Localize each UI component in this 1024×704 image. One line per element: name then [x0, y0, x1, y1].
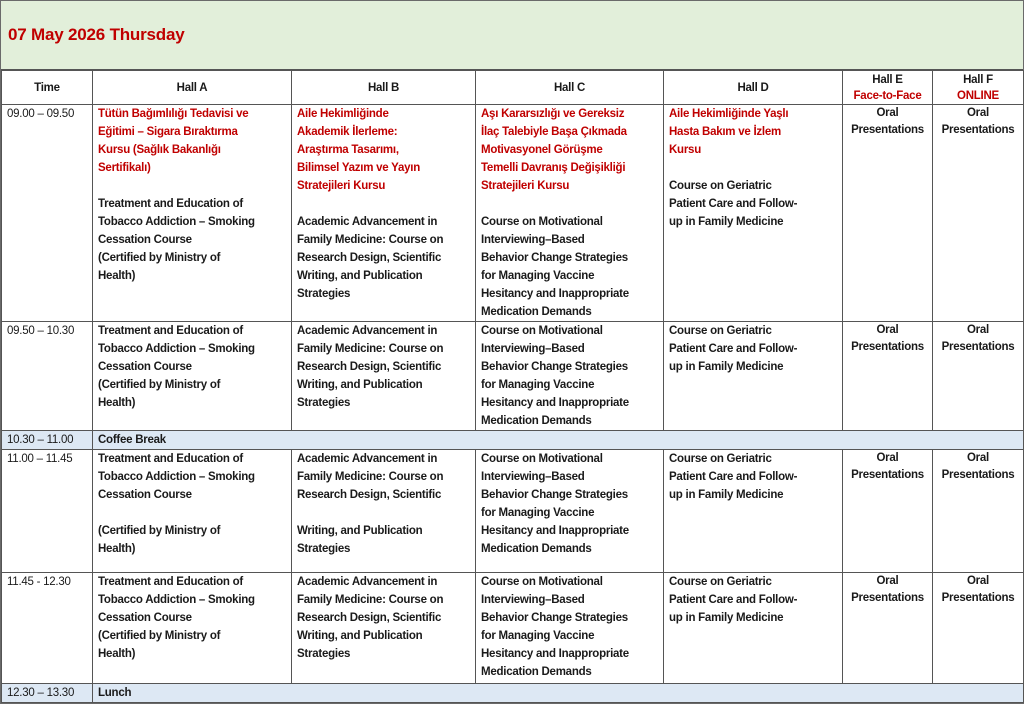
table-row — [2, 450, 1024, 573]
time-cell: 09.50 – 10.30 — [2, 322, 93, 431]
hall-f-cell: Oral Presentations — [933, 573, 1024, 684]
day-title: 07 May 2026 Thursday — [8, 25, 185, 44]
hall-f-cell: Oral Presentations — [933, 322, 1024, 431]
hall-a-cell — [93, 105, 292, 322]
header-time: Time — [2, 71, 93, 105]
hall-b-cell — [292, 105, 476, 322]
hall-b-cell: Academic Advancement in Family Medicine: Course on Research Design, Scientific Writing, and Publication Strategies — [292, 573, 476, 684]
break-label: Lunch — [93, 684, 1024, 703]
course-title-en: Academic Advancement in Family Medicine: Course on Research Design, Scientific Writing, and Publication Strategies — [297, 216, 444, 300]
time-cell: 10.30 – 11.00 — [2, 431, 93, 450]
time-cell: 11.00 – 11.45 — [2, 450, 93, 573]
hall-f-cell: Oral Presentations — [933, 450, 1024, 573]
hall-e-label: Hall E — [872, 73, 903, 86]
header-hall-f — [933, 71, 1024, 105]
hall-d-cell: Course on Geriatric Patient Care and Follow- up in Family Medicine — [664, 573, 843, 684]
hall-a-cell: Treatment and Education of Tobacco Addiction – Smoking Cessation Course (Certified by Ministry of Health) — [93, 322, 292, 431]
course-title-tr: Aşı Kararsızlığı ve Gereksiz İlaç Talebiyle Başa Çıkmada Motivasyonel Görüşme Temelli Davranış Değişikliği Stratejileri Kursu — [481, 108, 627, 192]
course-title-tr: Aile Hekimliğinde Yaşlı Hasta Bakım ve İzlem Kursu — [669, 108, 789, 156]
header-row — [2, 71, 1024, 105]
course-title-en: Course on Motivational Interviewing–Based Behavior Change Strategies for Managing Vaccine Hesitancy and Inappropriate Medication Demands — [481, 216, 629, 318]
time-cell: 09.00 – 09.50 — [2, 105, 93, 322]
hall-b-cell: Academic Advancement in Family Medicine: Course on Research Design, Scientific Writing, and Publication Strategies — [292, 450, 476, 573]
hall-e-cell: Oral Presentations — [843, 573, 933, 684]
course-title-tr: Tütün Bağımlılığı Tedavisi ve Eğitimi – Sigara Bıraktırma Kursu (Sağlık Bakanlığı Sertifikalı) — [98, 108, 249, 174]
table-row — [2, 573, 1024, 684]
hall-d-cell: Course on Geriatric Patient Care and Follow- up in Family Medicine — [664, 322, 843, 431]
hall-e-mode: Face-to-Face — [853, 89, 922, 102]
hall-e-cell: Oral Presentations — [843, 450, 933, 573]
header-hall-e — [843, 71, 933, 105]
hall-e-cell: Oral Presentations — [843, 105, 933, 322]
hall-d-cell — [664, 105, 843, 322]
hall-a-cell: Treatment and Education of Tobacco Addiction – Smoking Cessation Course (Certified by Ministry of Health) — [93, 573, 292, 684]
table-row — [2, 105, 1024, 322]
break-row — [2, 684, 1024, 703]
course-title-en: Treatment and Education of Tobacco Addiction – Smoking Cessation Course (Certified by Ministry of Health) — [98, 198, 255, 282]
header-hall-b: Hall B — [292, 71, 476, 105]
hall-b-cell: Academic Advancement in Family Medicine: Course on Research Design, Scientific Writing, and Publication Strategies — [292, 322, 476, 431]
schedule-table — [1, 70, 1024, 703]
hall-d-cell: Course on Geriatric Patient Care and Follow- up in Family Medicine — [664, 450, 843, 573]
header-hall-a: Hall A — [93, 71, 292, 105]
hall-f-mode: ONLINE — [957, 89, 999, 102]
hall-f-label: Hall F — [963, 73, 993, 86]
time-cell: 12.30 – 13.30 — [2, 684, 93, 703]
course-title-en: Course on Geriatric Patient Care and Follow- up in Family Medicine — [669, 180, 798, 228]
time-cell: 11.45 - 12.30 — [2, 573, 93, 684]
hall-e-cell: Oral Presentations — [843, 322, 933, 431]
header-hall-d: Hall D — [664, 71, 843, 105]
day-title-bar — [1, 1, 1023, 70]
hall-c-cell: Course on Motivational Interviewing–Based Behavior Change Strategies for Managing Vaccine Hesitancy and Inappropriate Medication Demands — [476, 322, 664, 431]
hall-c-cell: Course on Motivational Interviewing–Based Behavior Change Strategies for Managing Vaccine Hesitancy and Inappropriate Medication Demands — [476, 573, 664, 684]
hall-f-cell: Oral Presentations — [933, 105, 1024, 322]
break-label: Coffee Break — [93, 431, 1024, 450]
break-row — [2, 431, 1024, 450]
hall-c-cell: Course on Motivational Interviewing–Based Behavior Change Strategies for Managing Vaccine Hesitancy and Inappropriate Medication Demands — [476, 450, 664, 573]
table-row — [2, 322, 1024, 431]
hall-a-cell: Treatment and Education of Tobacco Addiction – Smoking Cessation Course (Certified by Ministry of Health) — [93, 450, 292, 573]
hall-c-cell — [476, 105, 664, 322]
course-title-tr: Aile Hekimliğinde Akademik İlerleme: Araştırma Tasarımı, Bilimsel Yazım ve Yayın Stratejileri Kursu — [297, 108, 420, 192]
header-hall-c: Hall C — [476, 71, 664, 105]
